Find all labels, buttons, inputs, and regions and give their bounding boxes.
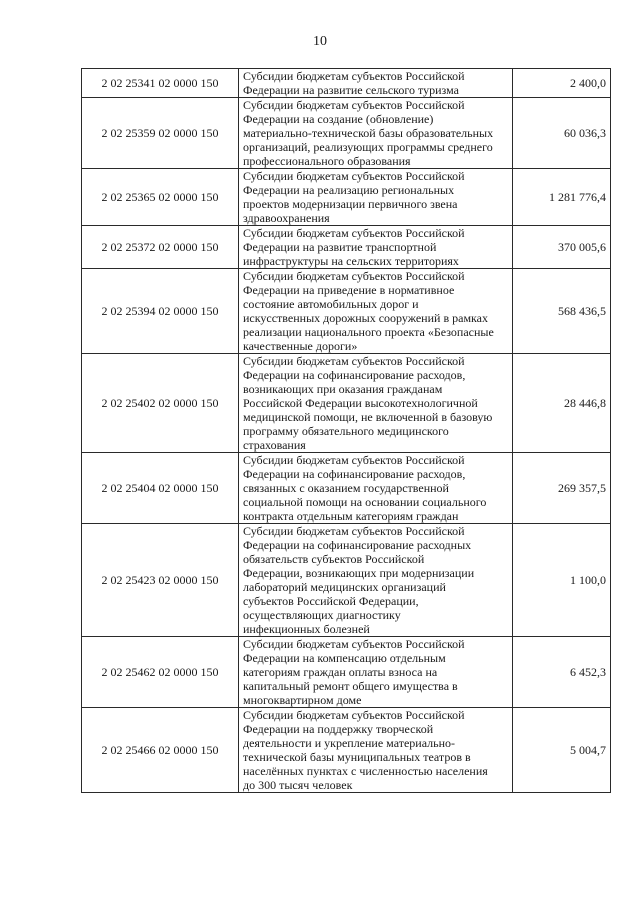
description-line: страхования xyxy=(243,438,306,452)
amount-cell: 60 036,3 xyxy=(513,98,611,169)
description-line: Федерации на приведение в нормативное xyxy=(243,283,455,297)
description-line: Субсидии бюджетам субъектов Российской xyxy=(243,69,465,83)
description-line: Субсидии бюджетам субъектов Российской xyxy=(243,169,465,183)
table-row xyxy=(82,524,611,637)
description-line: Федерации, возникающих при модернизации xyxy=(243,566,475,580)
page-number: 10 xyxy=(313,34,327,49)
description-line: качественные дороги» xyxy=(243,339,358,353)
description-line: населённых пунктах с численностью населения xyxy=(243,764,488,778)
table-row xyxy=(82,269,611,354)
description-line: здравоохранения xyxy=(243,211,330,225)
description-line: Субсидии бюджетам субъектов Российской xyxy=(243,453,465,467)
description-line: программу обязательного медицинского xyxy=(243,424,449,438)
description-line: субъектов Российской Федерации, xyxy=(243,594,419,608)
description-cell xyxy=(239,524,513,637)
description-line: инфраструктуры на сельских территориях xyxy=(243,254,459,268)
description-line: Субсидии бюджетам субъектов Российской xyxy=(243,708,465,722)
description-line: Российской Федерации высокотехнологичной xyxy=(243,396,478,410)
description-line: проектов модернизации первичного звена xyxy=(243,197,458,211)
description-line: Федерации на компенсацию отдельным xyxy=(243,651,446,665)
table-row xyxy=(82,354,611,453)
description-line: капитальный ремонт общего имущества в xyxy=(243,679,458,693)
description-line: связанных с оказанием государственной xyxy=(243,481,449,495)
description-cell xyxy=(239,69,513,98)
description-line: Федерации на софинансирование расходов, xyxy=(243,368,466,382)
description-line: медицинской помощи, не включенной в базовую xyxy=(243,410,493,424)
description-cell xyxy=(239,453,513,524)
description-cell xyxy=(239,269,513,354)
amount-cell: 5 004,7 xyxy=(513,708,611,793)
budget-code-cell: 2 02 25462 02 0000 150 xyxy=(82,637,239,708)
description-line: Субсидии бюджетам субъектов Российской xyxy=(243,524,465,538)
description-line: обязательств субъектов Российской xyxy=(243,552,425,566)
budget-code-cell: 2 02 25423 02 0000 150 xyxy=(82,524,239,637)
description-line: Субсидии бюджетам субъектов Российской xyxy=(243,637,465,651)
description-cell xyxy=(239,169,513,226)
budget-code-cell: 2 02 25404 02 0000 150 xyxy=(82,453,239,524)
description-line: профессионального образования xyxy=(243,154,411,168)
description-line: технической базы муниципальных театров в xyxy=(243,750,471,764)
description-line: Федерации на реализацию региональных xyxy=(243,183,455,197)
description-cell xyxy=(239,708,513,793)
budget-code-cell: 2 02 25365 02 0000 150 xyxy=(82,169,239,226)
table-row xyxy=(82,637,611,708)
description-line: реализации национального проекта «Безопасные xyxy=(243,325,494,339)
description-line: до 300 тысяч человек xyxy=(243,778,353,792)
table-row xyxy=(82,169,611,226)
description-line: контракта отдельным категориям граждан xyxy=(243,509,459,523)
amount-cell: 1 100,0 xyxy=(513,524,611,637)
description-line: состояние автомобильных дорог и xyxy=(243,297,419,311)
description-line: Федерации на развитие транспортной xyxy=(243,240,437,254)
description-cell xyxy=(239,98,513,169)
budget-code-cell: 2 02 25394 02 0000 150 xyxy=(82,269,239,354)
description-line: материально-технической базы образовательных xyxy=(243,126,494,140)
description-line: Федерации на софинансирование расходных xyxy=(243,538,472,552)
budget-code-cell: 2 02 25466 02 0000 150 xyxy=(82,708,239,793)
description-line: деятельности и укрепление материально- xyxy=(243,736,456,750)
amount-cell: 28 446,8 xyxy=(513,354,611,453)
amount-cell: 370 005,6 xyxy=(513,226,611,269)
description-line: осуществляющих диагностику xyxy=(243,608,401,622)
description-line: Федерации на поддержку творческой xyxy=(243,722,434,736)
amount-cell: 6 452,3 xyxy=(513,637,611,708)
description-line: многоквартирном доме xyxy=(243,693,362,707)
description-line: Субсидии бюджетам субъектов Российской xyxy=(243,269,465,283)
description-cell xyxy=(239,354,513,453)
table-row xyxy=(82,708,611,793)
description-line: организаций, реализующих программы среднего xyxy=(243,140,493,154)
amount-cell: 1 281 776,4 xyxy=(513,169,611,226)
description-cell xyxy=(239,637,513,708)
description-line: Федерации на развитие сельского туризма xyxy=(243,83,459,97)
description-line: Федерации на софинансирование расходов, xyxy=(243,467,466,481)
table-row xyxy=(82,453,611,524)
budget-table-body xyxy=(82,69,611,793)
description-line: социальной помощи на основании социального xyxy=(243,495,487,509)
description-line: Субсидии бюджетам субъектов Российской xyxy=(243,98,465,112)
amount-cell: 269 357,5 xyxy=(513,453,611,524)
amount-cell: 2 400,0 xyxy=(513,69,611,98)
amount-cell: 568 436,5 xyxy=(513,269,611,354)
description-line: Федерации на создание (обновление) xyxy=(243,112,434,126)
description-line: Субсидии бюджетам субъектов Российской xyxy=(243,226,465,240)
budget-code-cell: 2 02 25372 02 0000 150 xyxy=(82,226,239,269)
budget-code-cell: 2 02 25341 02 0000 150 xyxy=(82,69,239,98)
description-line: возникающих при оказания гражданам xyxy=(243,382,443,396)
table-row xyxy=(82,69,611,98)
description-line: инфекционных болезней xyxy=(243,622,370,636)
description-line: Субсидии бюджетам субъектов Российской xyxy=(243,354,465,368)
budget-code-cell: 2 02 25402 02 0000 150 xyxy=(82,354,239,453)
description-line: искусственных дорожных сооружений в рамках xyxy=(243,311,489,325)
description-line: лабораторий медицинских организаций xyxy=(243,580,446,594)
table-row xyxy=(82,98,611,169)
description-cell xyxy=(239,226,513,269)
table-row xyxy=(82,226,611,269)
budget-code-cell: 2 02 25359 02 0000 150 xyxy=(82,98,239,169)
budget-table xyxy=(81,68,611,793)
description-line: категориям граждан оплаты взноса на xyxy=(243,665,438,679)
